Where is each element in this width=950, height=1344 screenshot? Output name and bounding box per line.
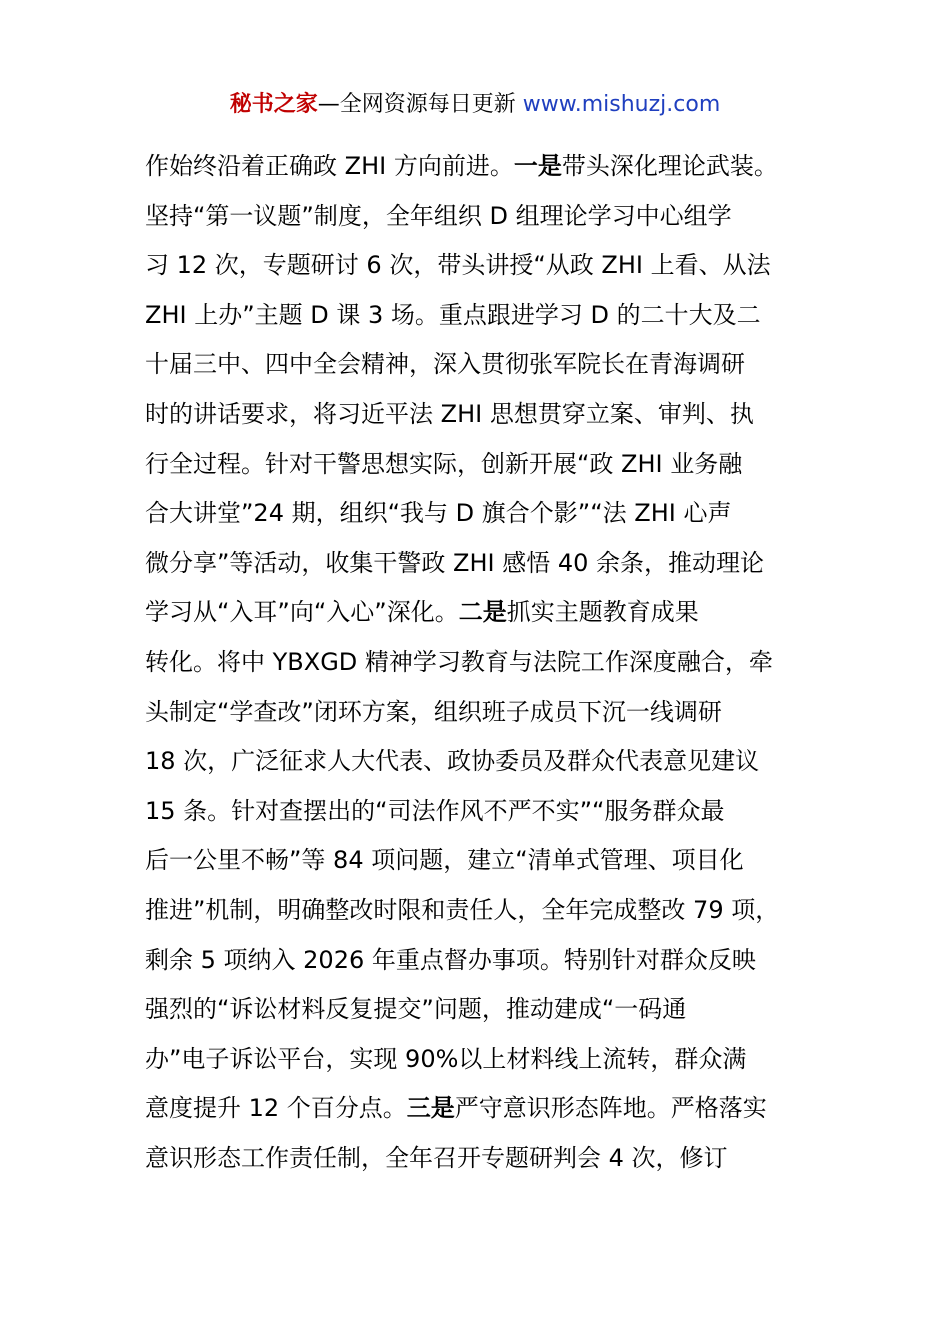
text-run: 带头深化理论武装。 [561,152,778,180]
text-line [145,985,845,1035]
header-tagline: —全网资源每日更新 [317,92,523,117]
emphasis-label: 三是 [406,1094,455,1123]
text-run: 办”电子诉讼平台，实现 90%以上材料线上流转，群众满 [145,1044,747,1073]
text-line [145,688,845,738]
text-run: 18 次，广泛征求人大代表、政协委员及群众代表意见建议 [145,747,760,776]
text-line [145,1035,845,1085]
text-line [145,588,845,638]
text-run: 抓实主题教育成果 [506,598,699,627]
text-line [145,886,845,936]
text-run: 意度提升 12 个百分点。 [145,1094,407,1123]
page-header [0,88,950,122]
text-line [145,390,845,440]
text-line [145,737,845,787]
text-run: 行全过程。针对干警思想实际，创新开展“政 ZHI 业务融 [145,449,743,478]
text-line [145,340,845,390]
brand-name: 秘书之家 [229,92,318,117]
text-line [145,836,845,886]
text-line [145,142,845,192]
text-line [145,936,845,986]
header-url-link[interactable]: www.mishuzj.com [522,92,721,117]
text-run: 强烈的“诉讼材料反复提交”问题，推动建成“一码通 [145,995,687,1024]
text-line [145,241,845,291]
text-run: 头制定“学查改”闭环方案，组织班子成员下沉一线调研 [145,697,722,726]
text-run: 15 条。针对查摆出的“司法作风不严不实”“服务群众最 [145,796,725,825]
text-run: 十届三中、四中全会精神，深入贯彻张军院长在青海调研 [145,350,745,379]
text-line [145,192,845,242]
body-text [145,142,845,1183]
text-line [145,1084,845,1134]
text-run: 转化。将中 YBXGD 精神学习教育与法院工作深度融合，牵 [145,647,773,676]
text-run: ZHI 上办”主题 D 课 3 场。重点跟进学习 D 的二十大及二 [145,300,761,329]
text-line [145,440,845,490]
text-run: 剩余 5 项纳入 2026 年重点督办事项。特别针对群众反映 [145,945,756,974]
text-run: 坚持“第一议题”制度，全年组织 D 组理论学习中心组学 [145,201,732,230]
emphasis-label: 二是 [458,598,507,627]
text-line [145,291,845,341]
text-run: 学习从“入耳”向“入心”深化。 [145,598,459,627]
text-line [145,787,845,837]
text-run: 意识形态工作责任制，全年召开专题研判会 4 次，修订 [145,1143,728,1172]
text-line [145,1134,845,1184]
emphasis-label: 一是 [513,152,562,180]
text-line [145,489,845,539]
text-run: 习 12 次，专题研讨 6 次，带头讲授“从政 ZHI 上看、从法 [145,251,771,280]
text-run: 微分享”等活动，收集干警政 ZHI 感悟 40 余条，推动理论 [145,548,765,577]
text-run: 推进”机制，明确整改时限和责任人，全年完成整改 79 项， [145,895,780,924]
text-line [145,539,845,589]
text-run: 合大讲堂”24 期，组织“我与 D 旗合个影”“法 ZHI 心声 [145,499,732,528]
text-run: 时的讲话要求，将习近平法 ZHI 思想贯穿立案、审判、执 [145,399,754,428]
text-run: 严守意识形态阵地。严格落实 [454,1094,767,1123]
text-run: 后一公里不畅”等 84 项问题，建立“清单式管理、项目化 [145,846,744,875]
text-run: 作始终沿着正确政 ZHI 方向前进。 [145,152,514,180]
text-line [145,638,845,688]
